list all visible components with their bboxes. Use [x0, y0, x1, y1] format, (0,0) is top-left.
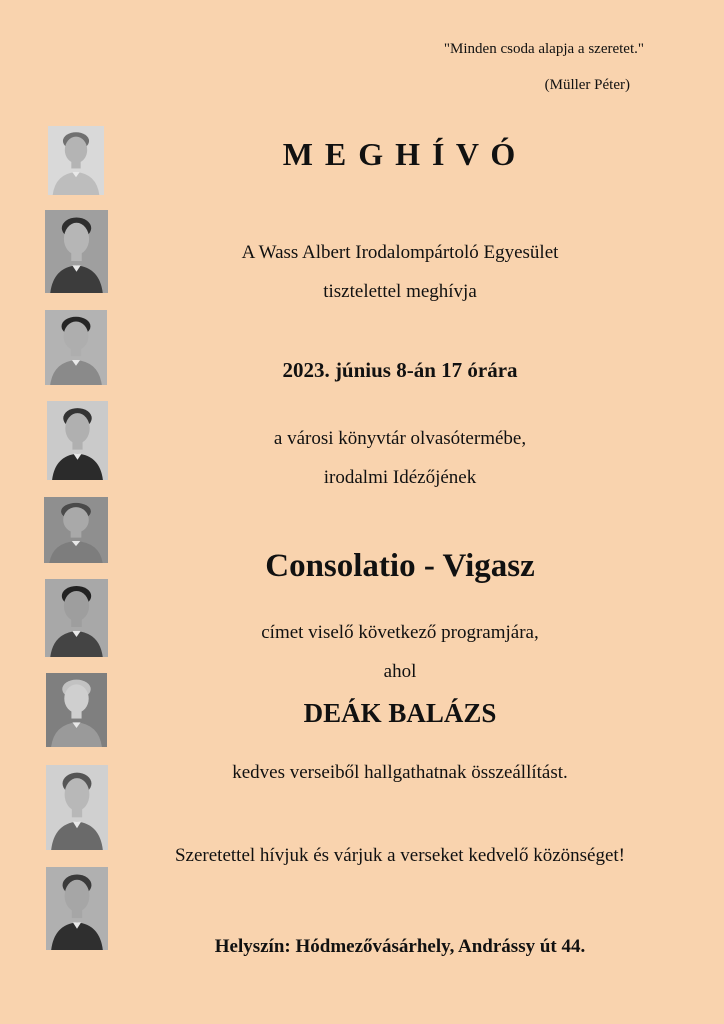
performer-description: kedves verseiből hallgathatnak összeállítást. — [232, 762, 568, 783]
host-invites-line: tisztelettel meghívja — [323, 281, 477, 302]
program-line-1: címet viselő következő programjára, — [261, 622, 539, 643]
quote-block — [444, 42, 644, 93]
performer-name: DEÁK BALÁZS — [303, 698, 497, 728]
host-organization: A Wass Albert Irodalompártoló Egyesület — [241, 242, 559, 263]
venue-line-1: a városi könyvtár olvasótermébe, — [273, 428, 527, 449]
event-datetime: 2023. június 8-án 17 órára — [282, 358, 518, 382]
portrait-photo-6 — [45, 579, 108, 657]
quote-text: "Minden csoda alapja a szeretet." — [443, 41, 644, 57]
page-title: M E G H Í V Ó — [282, 136, 518, 172]
program-line-2: ahol — [383, 661, 417, 682]
poet-portrait-icon — [45, 579, 108, 657]
program-title: Consolatio - Vigasz — [265, 548, 535, 584]
quote-attribution: (Müller Péter) — [544, 77, 630, 93]
venue-line-2: irodalmi Idézőjének — [323, 467, 477, 488]
closing-line: Szeretettel hívjuk és várjuk a verseket kedvelő közönséget! — [174, 845, 626, 866]
location-line: Helyszín: Hódmezővásárhely, Andrássy út 44. — [214, 936, 586, 957]
